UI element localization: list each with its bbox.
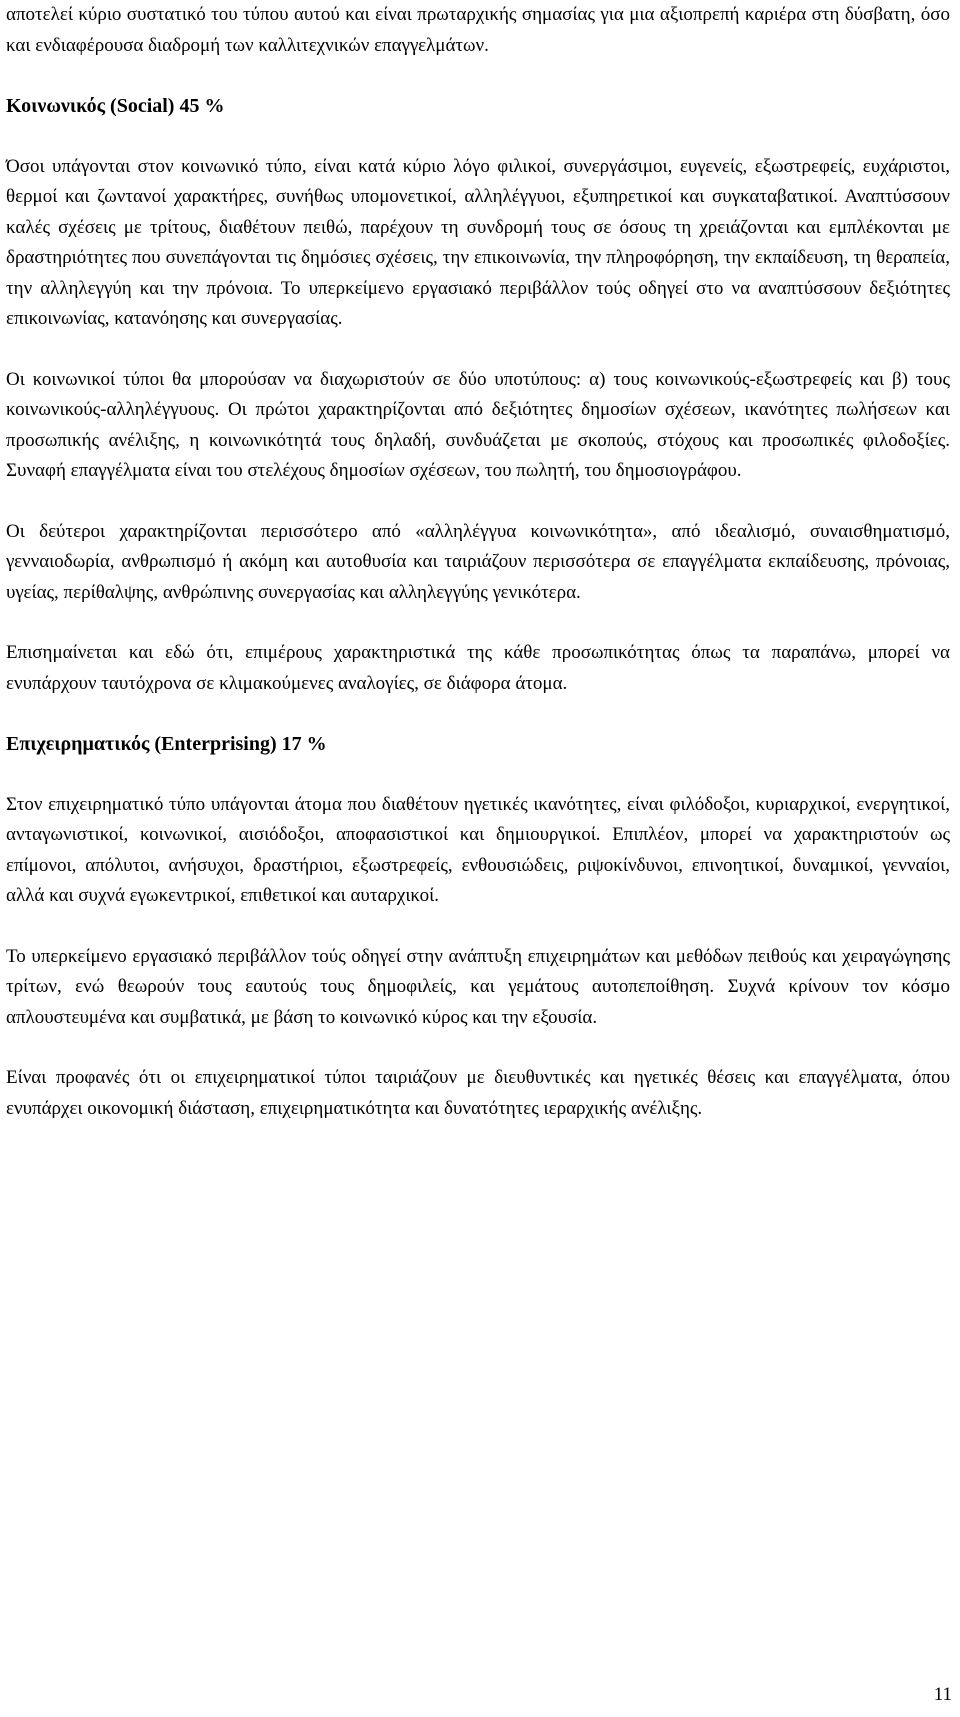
social-paragraph-1: Όσοι υπάγονται στον κοινωνικό τύπο, είναι κατά κύριο λόγο φιλικοί, συνεργάσιμοι, ευγενείς, εξωστρεφείς, ευχάριστοι, θερμοί και ζωντανοί χαρακτήρες, συνήθως υπομονετικοί, αλληλέγγυοι, εξυπηρετικοί και συγκαταβατικοί. Αναπτύσσουν καλές σχέσεις με τρίτους, διαθέτουν πειθώ, παρέχουν τη συνδρομή τους σε όσους τη χρειάζονται και εμπλέκονται με δραστηριότητες που συνεπάγονται τις δημόσιες σχέσεις, την επικοινωνία, την πληροφόρηση, την εκπαίδευση, τη θεραπεία, την αλληλεγγύη και την πρόνοια. Το υπερκείμενο εργασιακό περιβάλλον τούς οδηγεί στο να αναπτύσσουν δεξιότητες επικοινωνίας, κατανόησης και συνεργασίας. — [6, 155, 950, 329]
enterprising-paragraph-1: Στον επιχειρηματικό τύπο υπάγονται άτομα που διαθέτουν ηγετικές ικανότητες, είναι φιλόδοξοι, κυριαρχικοί, ενεργητικοί, ανταγωνιστικοί, κοινωνικοί, αισιόδοξοι, αποφασιστικοί και δημιουργικοί. Επιπλέον, μπορεί να χαρακτηριστούν ως επίμονοι, απόλυτοι, ανήσυχοι, δραστήριοι, εξωστρεφείς, ενθουσιώδεις, ριψοκίνδυνοι, επινοητικοί, δυναμικοί, γενναίοι, αλλά και συχνά εγωκεντρικοί, επιθετικοί και αυταρχικοί. — [6, 793, 950, 906]
page-number: 11 — [933, 1684, 952, 1705]
section-heading-social: Κοινωνικός (Social) 45 % — [6, 95, 225, 117]
social-paragraph-4: Επισημαίνεται και εδώ ότι, επιμέρους χαρακτηριστικά της κάθε προσωπικότητας όπως τα παραπάνω, μπορεί να ενυπάρχουν ταυτόχρονα σε κλιμακούμενες αναλογίες, σε διάφορα άτομα. — [6, 642, 950, 694]
document-page — [6, 0, 950, 1124]
social-paragraph-2: Οι κοινωνικοί τύποι θα μπορούσαν να διαχωριστούν σε δύο υποτύπους: α) τους κοινωνικούς-εξωστρεφείς και β) τους κοινωνικούς-αλληλέγγυους. Οι πρώτοι χαρακτηρίζονται από δεξιότητες δημοσίων σχέσεων, ικανότητες πωλήσεων και προσωπικής ανέλιξης, η κοινωνικότητά τους δηλαδή, συνδυάζεται με σκοπούς, στόχους και προσωπικές φιλοδοξίες. Συναφή επαγγέλματα είναι του στελέχους δημοσίων σχέσεων, του πωλητή, του δημοσιογράφου. — [6, 368, 950, 481]
intro-paragraph: αποτελεί κύριο συστατικό του τύπου αυτού και είναι πρωταρχικής σημασίας για μια αξιοπρεπή καριέρα στη δύσβατη, όσο και ενδιαφέρουσα διαδρομή των καλλιτεχνικών επαγγελμάτων. — [6, 4, 950, 56]
enterprising-paragraph-3: Είναι προφανές ότι οι επιχειρηματικοί τύποι ταιριάζουν με διευθυντικές και ηγετικές θέσεις και επαγγέλματα, όπου ενυπάρχει οικονομική διάσταση, επιχειρηματικότητα και δυνατότητες ιεραρχικής ανέλιξης. — [6, 1067, 950, 1119]
enterprising-paragraph-2: Το υπερκείμενο εργασιακό περιβάλλον τούς οδηγεί στην ανάπτυξη επιχειρημάτων και μεθόδων πειθούς και χειραγώγησης τρίτων, ενώ θεωρούν τους εαυτούς τους δημοφιλείς, και γεμάτους αυτοπεποίθηση. Συχνά κρίνουν τον κόσμο απλουστευμένα και συμβατικά, με βάση το κοινωνικό κύρος και την εξουσία. — [6, 945, 950, 1028]
section-heading-enterprising: Επιχειρηματικός (Enterprising) 17 % — [6, 733, 327, 755]
social-paragraph-3: Οι δεύτεροι χαρακτηρίζονται περισσότερο από «αλληλέγγυα κοινωνικότητα», από ιδεαλισμό, συναισθηματισμό, γενναιοδωρία, ανθρωπισμό ή ακόμη και αυτοθυσία και ταιριάζουν περισσότερα σε επαγγέλματα εκπαίδευσης, πρόνοιας, υγείας, περίθαλψης, ανθρώπινης συνεργασίας και αλληλεγγύης γενικότερα. — [6, 520, 950, 603]
